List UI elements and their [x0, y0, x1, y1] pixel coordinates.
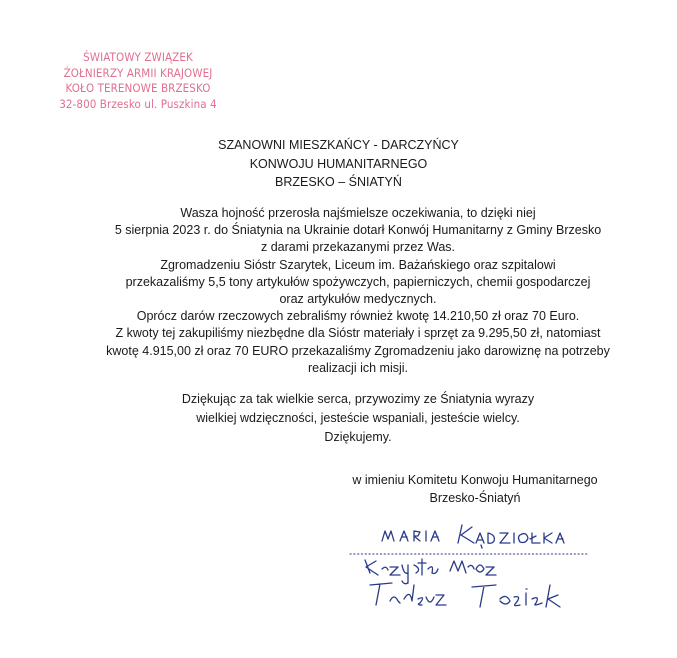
body-line-5: przekazaliśmy 5,5 tony artykułów spożywczych, papierniczych, chemii gospodarczej — [125, 274, 591, 289]
body-line-3: z darami przekazanymi przez Was. — [260, 240, 456, 255]
signature-label-line-1: w imieniu Komitetu Konwoju Humanitarnego — [352, 473, 598, 487]
letter-closing — [38, 390, 677, 447]
closing-line-2: wielkiej wdzięczności, jesteście wspaniali, jesteście wielcy. — [196, 411, 520, 425]
closing-line-1: Dziękując za tak wielkie serca, przywozimy ze Śniatynia wyrazy — [181, 392, 535, 406]
signature-krzysztof — [365, 559, 438, 584]
body-line-10: realizacji ich misji. — [307, 360, 409, 375]
body-line-1: Wasza hojność przerosła najśmielsze oczekiwania, to dzięki niej — [180, 206, 536, 220]
letter-body — [38, 205, 677, 377]
body-line-8: Z kwoty tej zakupiliśmy niezbędne dla Sióstr materiały i sprzęt za 9.295,50 zł, natomiast — [115, 326, 601, 341]
stamp-line-2: ŻOŁNIERZY ARMII KRAJOWEJ — [63, 65, 213, 80]
heading-line-3: BRZESKO – ŚNIATYŃ — [275, 175, 402, 189]
body-line-6: oraz artykułów medycznych. — [279, 292, 437, 307]
organization-stamp — [28, 50, 248, 112]
body-line-4: Zgromadzeniu Sióstr Szarytek, Liceum im. Bażańskiego oraz szpitalowi — [160, 257, 556, 272]
signature-label — [295, 471, 655, 507]
heading-line-2: KONWOJU HUMANITARNEGO — [249, 156, 428, 171]
heading-line-1: SZANOWNI MIESZKAŃCY - DARCZYŃCY — [218, 138, 459, 152]
signature-tadeusz — [370, 583, 446, 605]
signature-tosiek — [472, 585, 560, 607]
signature-label-line-2: Brzesko-Śniatyń — [429, 491, 521, 505]
closing-line-3: Dziękujemy. — [324, 430, 392, 444]
body-line-2: 5 sierpnia 2023 r. do Śniatynia na Ukrainie dotarł Konwój Humanitarny z Gminy Brzesko — [114, 223, 602, 238]
body-line-9: kwotę 4.915,00 zł oraz 70 EURO przekazaliśmy Zgromadzeniu jako darowiznę na potrzeby — [106, 343, 610, 358]
handwritten-signatures — [330, 515, 660, 615]
signature-maria — [382, 531, 439, 541]
signature-kadziolka — [458, 525, 564, 548]
stamp-line-4: 32-800 Brzesko ul. Puszkina 4 — [59, 96, 217, 111]
stamp-line-1: ŚWIATOWY ZWIĄZEK — [83, 50, 193, 64]
signature-mroz — [450, 561, 496, 575]
letter-heading — [0, 136, 677, 192]
stamp-line-3: KOŁO TERENOWE BRZESKO — [65, 81, 211, 95]
body-line-7: Oprócz darów rzeczowych zebraliśmy również kwotę 14.210,50 zł oraz 70 Euro. — [136, 309, 580, 324]
